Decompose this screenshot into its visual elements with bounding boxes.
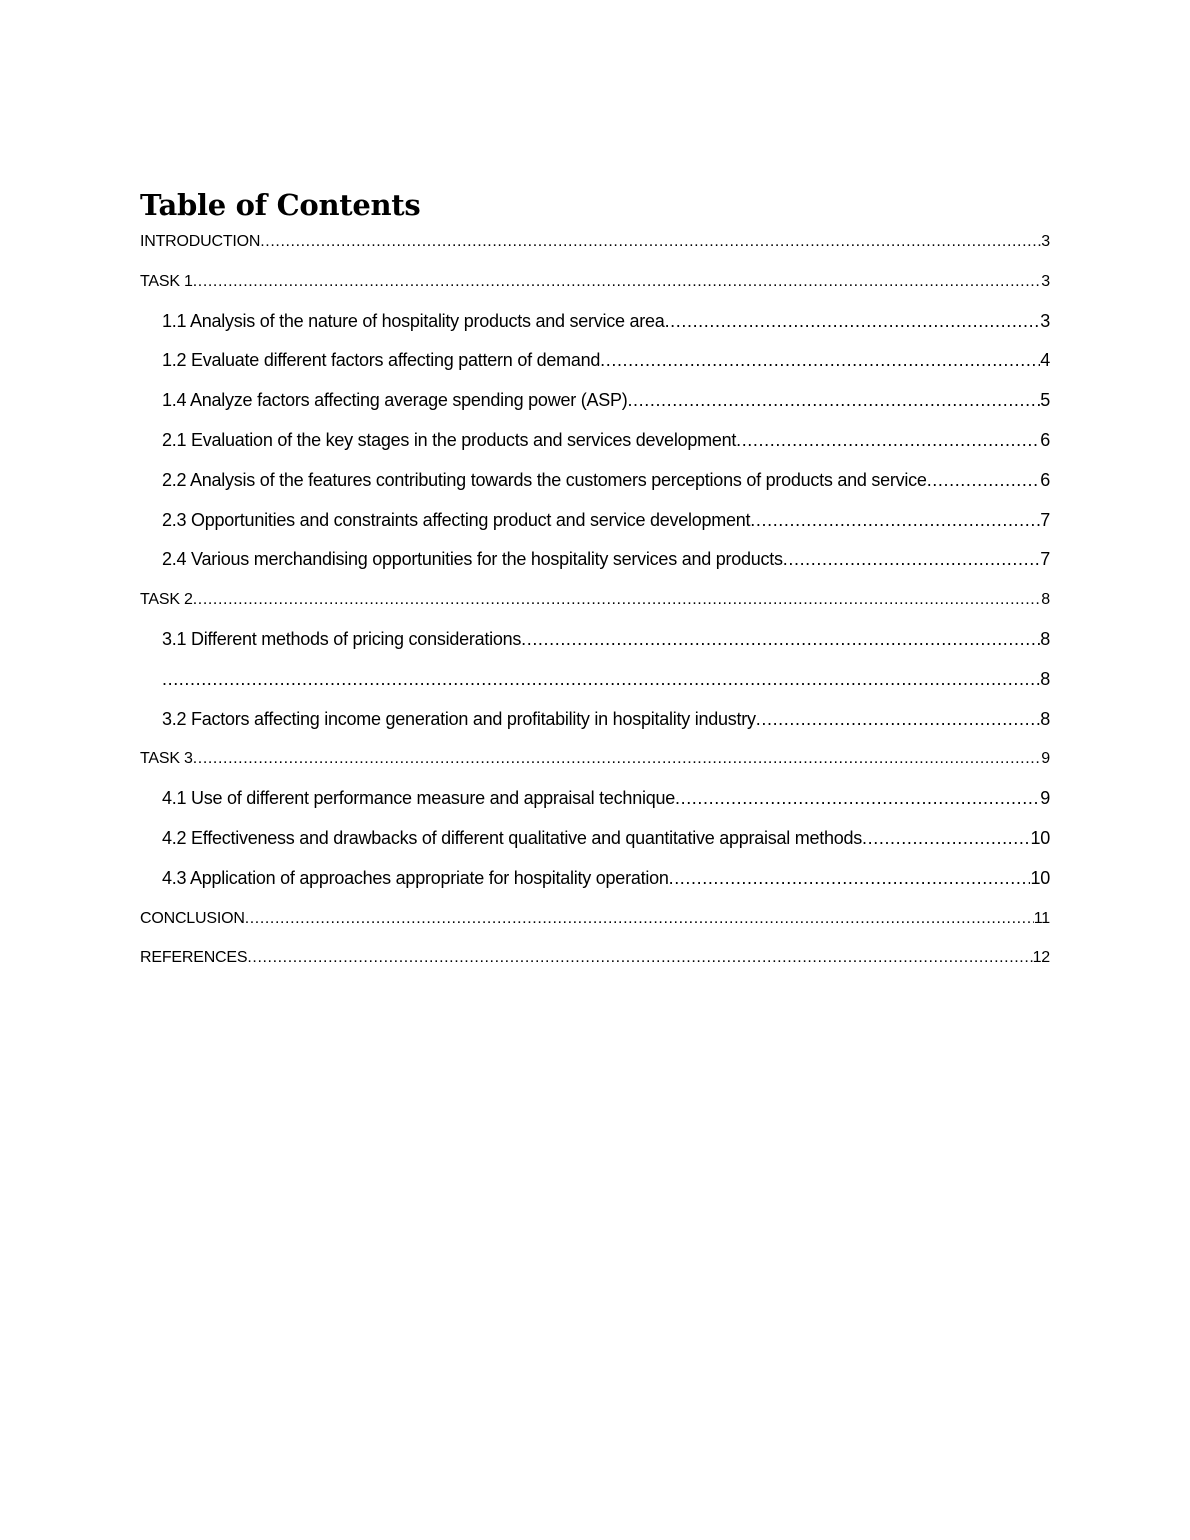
toc-entry-text: 1.1 Analysis of the nature of hospitality products and service area: [162, 310, 665, 331]
toc-entry-conclusion[interactable]: [140, 899, 1050, 939]
toc-entry-text: 4.1 Use of different performance measure and appraisal technique: [162, 788, 675, 809]
toc-entry-text: 4.2 Effectiveness and drawbacks of different qualitative and quantitative appraisal methods: [162, 827, 863, 848]
toc-page-number: 10: [1030, 867, 1050, 888]
toc-entry-introduction[interactable]: [140, 222, 1050, 262]
toc-dot-leader: [245, 899, 1034, 939]
toc-dot-leader: [736, 421, 1040, 461]
toc-entry-3-1[interactable]: [140, 620, 1050, 660]
toc-entry-1-1[interactable]: [140, 302, 1050, 342]
toc-page-number: 8: [1041, 591, 1050, 609]
toc-entry-text: TASK 1: [140, 272, 193, 290]
toc-page-number: 3: [1041, 233, 1050, 250]
toc-entry-3-2[interactable]: [140, 700, 1050, 740]
toc-entry-text: 2.2 Analysis of the features contributing towards the customers perceptions of products and service: [162, 469, 927, 490]
toc-page-number: 8: [1040, 628, 1050, 649]
toc-dot-leader: [927, 461, 1041, 501]
toc-entry-2-3[interactable]: [140, 501, 1050, 541]
toc-entry-text: REFERENCES: [140, 949, 248, 967]
toc-entry-text: 3.1 Different methods of pricing considerations: [162, 628, 522, 649]
toc-dot-leader: [521, 620, 1040, 660]
toc-dot-leader: [756, 700, 1040, 740]
toc-page-number: 8: [1040, 668, 1050, 689]
toc-dot-leader: [750, 501, 1040, 541]
toc-entry-2-4[interactable]: [140, 540, 1050, 580]
toc-page-number: 7: [1040, 549, 1050, 570]
toc-entry-text: 2.3 Opportunities and constraints affecting product and service development: [162, 509, 751, 530]
toc-dot-leader: [247, 938, 1032, 978]
toc-dot-leader: [260, 222, 1041, 262]
toc-page-number: 7: [1040, 509, 1050, 530]
toc-entry-text: 4.3 Application of approaches appropriate for hospitality operation: [162, 867, 669, 888]
toc-dot-leader: [669, 859, 1031, 899]
toc-entry-1-2[interactable]: [140, 341, 1050, 381]
table-of-contents: [140, 222, 1050, 978]
toc-dot-leader: [862, 819, 1030, 859]
toc-dot-leader: [627, 381, 1040, 421]
toc-entry-text: TASK 2: [140, 591, 193, 609]
toc-entry-blank[interactable]: [140, 660, 1050, 700]
toc-dot-leader: [600, 341, 1040, 381]
toc-page-number: 3: [1040, 310, 1050, 331]
toc-entry-text: 1.4 Analyze factors affecting average spending power (ASP): [162, 390, 628, 411]
toc-entry-2-1[interactable]: [140, 421, 1050, 461]
toc-entry-task-1[interactable]: [140, 262, 1050, 302]
toc-dot-leader: [675, 779, 1040, 819]
toc-page-number: 12: [1032, 949, 1050, 967]
toc-page-number: 5: [1040, 390, 1050, 411]
toc-page-number: 9: [1040, 788, 1050, 809]
toc-entry-text: TASK 3: [140, 750, 193, 768]
toc-entry-text: 2.1 Evaluation of the key stages in the products and services development: [162, 429, 737, 450]
toc-page-number: 6: [1040, 429, 1050, 450]
toc-dot-leader: [193, 739, 1042, 779]
toc-entry-4-2[interactable]: [140, 819, 1050, 859]
toc-entry-text: INTRODUCTION: [140, 233, 261, 250]
toc-page-number: 3: [1041, 272, 1050, 290]
toc-page-number: 11: [1033, 909, 1050, 927]
toc-title: Table of Contents: [140, 188, 421, 222]
toc-entry-task-2[interactable]: [140, 580, 1050, 620]
toc-dot-leader: [162, 660, 1040, 700]
toc-entry-2-2[interactable]: [140, 461, 1050, 501]
toc-entry-text: CONCLUSION: [140, 909, 245, 927]
toc-entry-text: 2.4 Various merchandising opportunities for the hospitality services and products: [162, 549, 783, 570]
toc-entry-references[interactable]: [140, 938, 1050, 978]
toc-dot-leader: [193, 580, 1042, 620]
toc-entry-4-3[interactable]: [140, 859, 1050, 899]
toc-entry-1-4[interactable]: [140, 381, 1050, 421]
toc-entry-4-1[interactable]: [140, 779, 1050, 819]
toc-dot-leader: [193, 262, 1042, 302]
toc-entry-text: 1.2 Evaluate different factors affecting pattern of demand: [162, 350, 601, 371]
toc-dot-leader: [665, 302, 1041, 342]
toc-page-number: 10: [1030, 827, 1050, 848]
toc-page-number: 4: [1040, 350, 1050, 371]
toc-entry-text: 3.2 Factors affecting income generation and profitability in hospitality industry: [162, 708, 756, 729]
toc-dot-leader: [783, 540, 1040, 580]
toc-page-number: 9: [1041, 750, 1050, 768]
toc-page-number: 8: [1040, 708, 1050, 729]
toc-page-number: 6: [1040, 469, 1050, 490]
toc-entry-task-3[interactable]: [140, 739, 1050, 779]
